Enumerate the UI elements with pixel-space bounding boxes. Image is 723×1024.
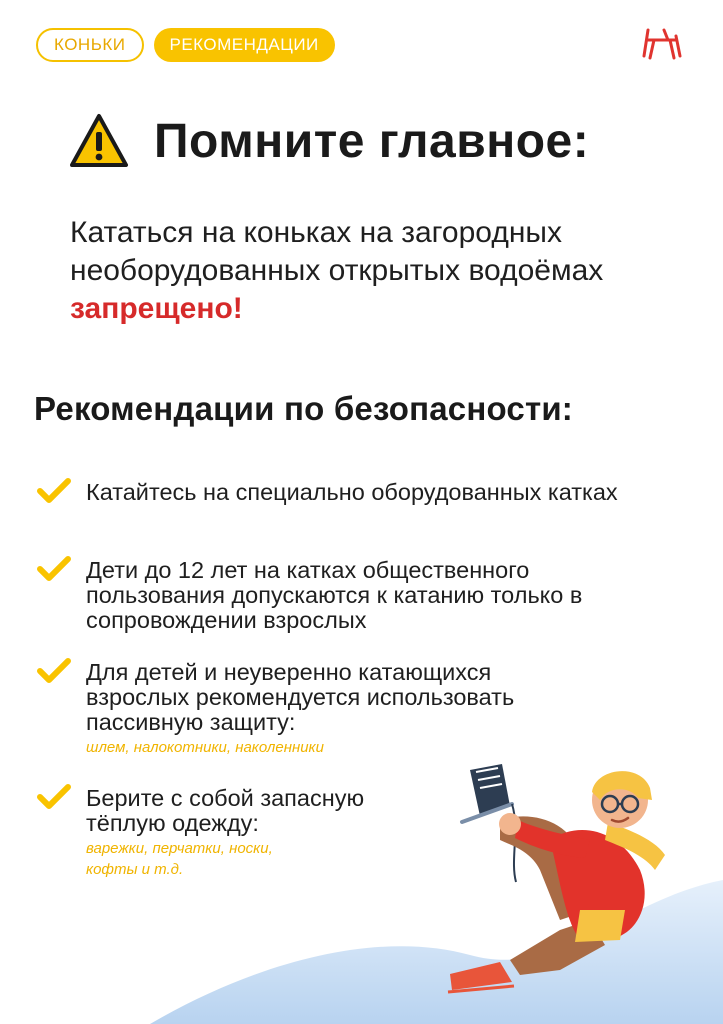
warning-triangle-icon — [68, 112, 130, 170]
recommendation-text: Дети до 12 лет на катках общественного пользования допускаются к катанию только в сопровождении взрослых — [86, 557, 583, 633]
recommendation-note: шлем, налокотники, наколенники — [86, 739, 324, 756]
check-icon — [36, 476, 72, 506]
recommendation-text: Берите с собой запасную тёплую одежду: — [86, 785, 365, 836]
check-icon — [36, 656, 72, 686]
list-item — [36, 660, 596, 758]
list-item — [36, 786, 436, 880]
section-title: Рекомендации по безопасности: — [34, 390, 573, 427]
tag-skates[interactable]: КОНЬКИ — [36, 28, 144, 62]
recommendation-text: Для детей и неуверенно катающихся взрослых рекомендуется использовать пассивную защиту: — [86, 659, 515, 735]
recommendation-note: варежки, перчатки, носки, кофты и т.д. — [86, 840, 273, 878]
list-item — [36, 558, 636, 633]
warning-emphasis: запрещено! — [70, 292, 243, 325]
warning-text — [70, 214, 690, 328]
page-title: Помните главное: — [154, 114, 590, 168]
recommendation-text: Катайтесь на специально оборудованных катках — [86, 479, 618, 505]
check-icon — [36, 554, 72, 584]
check-icon — [36, 782, 72, 812]
list-item — [36, 480, 636, 506]
tag-recommendations[interactable]: РЕКОМЕНДАЦИИ — [154, 28, 335, 62]
kid-skater-illustration — [440, 760, 680, 1000]
raised-skate — [462, 764, 512, 822]
headline — [68, 112, 589, 170]
chair-logo-icon — [640, 26, 684, 62]
category-tags — [36, 28, 335, 62]
warning-body: Кататься на коньках на загородных необорудованных открытых водоёмах — [70, 216, 604, 287]
